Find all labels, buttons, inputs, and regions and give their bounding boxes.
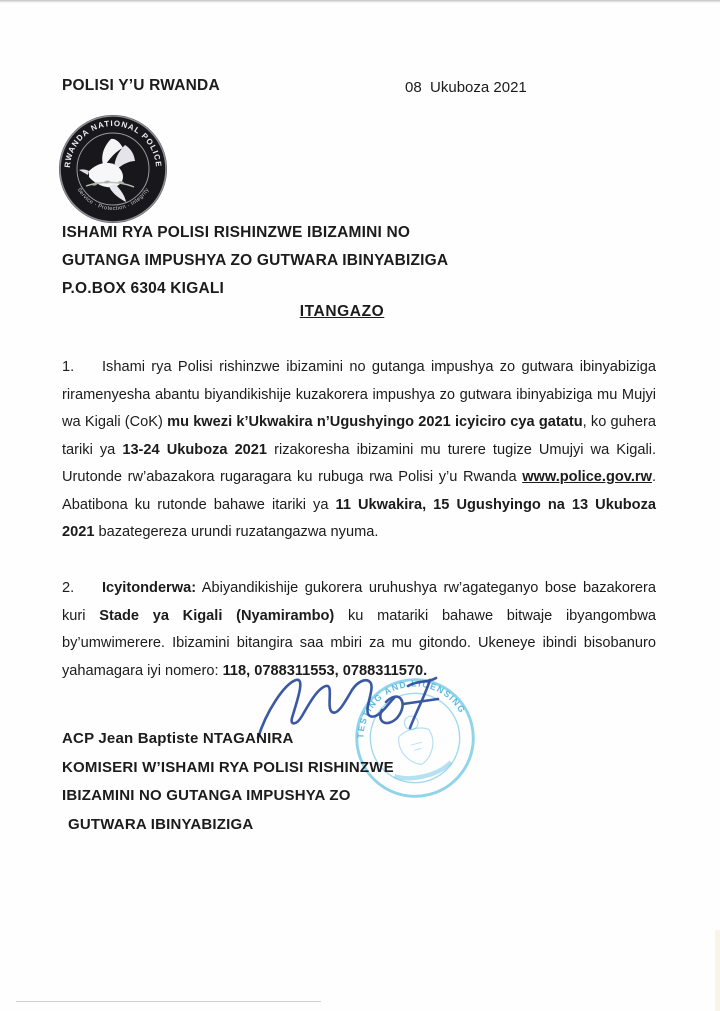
scan-edge-bottom bbox=[16, 1001, 321, 1002]
org-title: POLISI Y’U RWANDA bbox=[62, 77, 220, 94]
police-emblem-icon bbox=[58, 114, 168, 224]
paragraph-2-text: Icyitonderwa: Abiyandikishije gukorera uruhushya rw’agateganyo bose bazakorera kuri Stade ya Kigali (Nyamirambo) ku matariki bahawe bitwaje ibyangombwa by’umwimerere. Ibizamini bitangira saa mbiri za mu gitondo. Ukeneye ibindi bisobanuro yahamagara iyi nomero: 118, 0788311553, 0788311570. bbox=[62, 580, 656, 679]
signature-block bbox=[62, 725, 394, 839]
department-line: GUTANGA IMPUSHYA ZO GUTWARA IBINYABIZIGA bbox=[62, 252, 449, 269]
scan-edge-right bbox=[715, 930, 720, 1011]
paragraph-1-text: Ishami rya Polisi rishinzwe ibizamini no gutanga impushya zo gutwara ibinyabiziga riramenyesha abantu biyandikishije kuzakorera impushya zo gutwara ibinyabiziga mu Mujyi wa Kigali (CoK) mu kwezi k’Ukwakira n’Ugushyingo 2021 icyiciro cya gatatu, ko guhera tariki ya 13-24 Ukuboza 2021 rizakoresha ibizamini mu turere tugize Umujyi wa Kigali. Urutonde rw’abazakora rugaragara ku rubuga rwa Polisi y’u Rwanda www.police.gov.rw. Abatibona ku rutonde bahawe itariki ya 11 Ukwakira, 15 Ugushyingo na 13 Ukuboza 2021 bazategereza urundi ruzatangazwa nyuma. bbox=[62, 359, 656, 540]
stamp-arc-text: TESTING AND LICENSING bbox=[355, 678, 468, 739]
emblem-arc-top-text: RWANDA NATIONAL POLICE bbox=[62, 118, 164, 169]
paragraph-1 bbox=[62, 354, 656, 547]
scan-edge-top bbox=[0, 0, 720, 3]
paragraph-2-number: 2. bbox=[62, 580, 75, 596]
signatory-title-line: GUTWARA IBINYABIZIGA bbox=[68, 815, 254, 833]
paragraph-2 bbox=[62, 575, 656, 685]
signatory-title-line: KOMISERI W’ISHAMI RYA POLISI RISHINZWE bbox=[62, 758, 394, 776]
department-line: ISHAMI RYA POLISI RISHINZWE IBIZAMINI NO bbox=[62, 224, 411, 241]
paragraph-1-number: 1. bbox=[62, 359, 75, 375]
police-emblem-logo bbox=[58, 114, 168, 224]
document-title: ITANGAZO bbox=[299, 303, 385, 320]
department-line: P.O.BOX 6304 KIGALI bbox=[62, 280, 225, 297]
emblem-arc-bottom-text: Service · Protection · Integrity bbox=[75, 186, 151, 213]
signatory-name: ACP Jean Baptiste NTAGANIRA bbox=[62, 730, 294, 747]
letter-date: 08 Ukuboza 2021 bbox=[405, 79, 527, 96]
signatory-title-line: IBIZAMINI NO GUTANGA IMPUSHYA ZO bbox=[62, 787, 351, 804]
department-heading bbox=[62, 219, 448, 303]
